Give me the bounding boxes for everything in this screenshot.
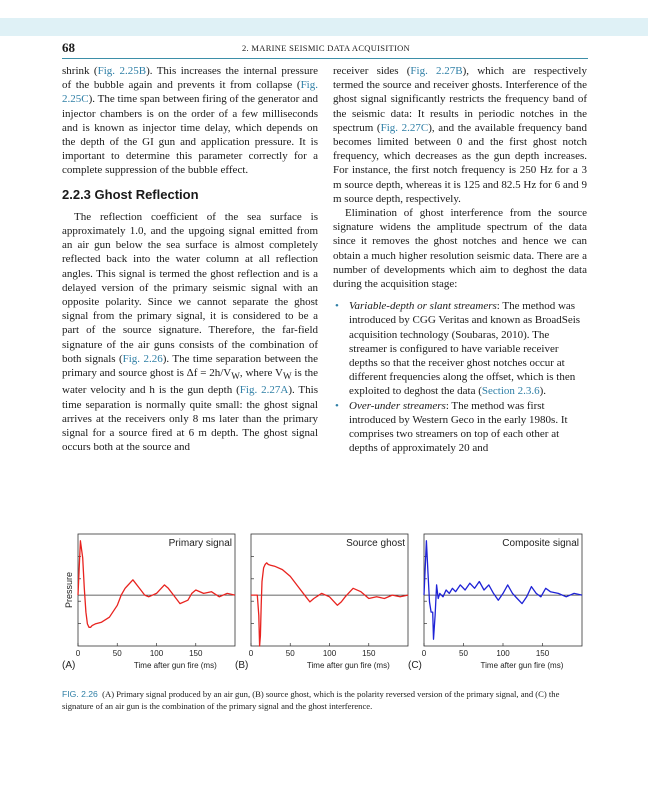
paragraph: The reflection coefficient of the sea surface is approximately 1.0, and the upgoing signal emitted from an air gun below the sea surface is almost completely reflected back into the water column at all reflection angles. This signal is termed the ghost reflection and is a delayed version of the primary seismic signal with an opposite polarity. Since we cannot separate the ghost signal from the primary signal, it is considered to be a part of the source signature. Therefore, the far-field signature of the air guns consists of the combination of both signals (Fig. 2.26). The time separation between the primary and source ghost is $\Delta f = 2h/V_W$, where $V_W$ is the water velocity and h is the gun depth (Fig. 2.27A). This time separation is normally quite small: the ghost signal arrives at the receivers only 8 ms later than the primary signal for a source fired at 6 m depth. The ghost signal occurs both at the source and [62, 210, 319, 454]
x-tick-label: 50 [459, 649, 468, 658]
figure-caption [62, 688, 588, 712]
x-tick-label: 150 [362, 649, 376, 658]
chart-title: Source ghost [346, 538, 405, 549]
caption-label: FIG. 2.26 [62, 689, 98, 699]
x-tick-label: 150 [189, 649, 203, 658]
figure-link[interactable]: Fig. 2.27B [410, 65, 463, 77]
figure-chart [60, 526, 590, 681]
bullet-icon: • [335, 300, 339, 313]
x-axis-label: Time after gun fire (ms) [480, 661, 564, 670]
plot-frame [78, 534, 235, 646]
left-column [62, 64, 318, 454]
panel-letter: (C) [408, 660, 422, 671]
paragraph: Elimination of ghost interference from the source signature widens the amplitude spectrum of the data since it removes the ghost notches and hence we can obtain a much higher resolution seismic data. There are a number of developments which aim to deghost the data during the acquisition stage: [333, 207, 587, 291]
figure-link[interactable]: Fig. 2.27C [380, 121, 429, 134]
caption-text: (A) Primary signal produced by an air gun, (B) source ghost, which is the polarity reversed version of the primary signal, and (C) the signature of an air gun is the combination of the primary signal and the ghost interference. [62, 689, 560, 711]
plot-frame [251, 534, 408, 646]
x-tick-label: 50 [112, 649, 122, 658]
bullet-list [333, 299, 587, 455]
figure-link[interactable]: Fig. 2.25B [97, 65, 147, 77]
figure-2-26 [60, 526, 590, 681]
bullet-icon: • [335, 399, 339, 412]
chart-title: Composite signal [502, 538, 579, 549]
x-tick-label: 100 [149, 649, 164, 658]
header-rule [62, 58, 588, 59]
top-color-bar [0, 18, 648, 36]
panel-letter: (B) [235, 660, 249, 671]
paragraph: shrink (Fig. 2.25B). This increases the internal pressure of the bubble again and prevents it from collapse (Fig. 2.25C). The time span between firing of the generator and injector chambers is on the order of a few milliseconds and is known as injector time delay, which depends on the depth of the GI gun and application pressure. It is important to determine this parameter correctly for a complete suppression of the bubble effect. [62, 65, 318, 177]
page-number: 68 [62, 40, 75, 55]
series-line [424, 541, 582, 639]
paragraph: receiver sides (Fig. 2.27B), which are respectively termed the source and receiver ghosts. Interference of the ghost signal significantly restricts the frequency band of the seismic data: It results in periodic notches in the spectrum (Fig. 2.27C), and the available frequency band becomes limited between 0 and the first ghost notch frequency, which decreases as the gun depth increases. For instance, the first notch frequency is 250 Hz for a 3 m source depth, whereas it is 125 and 82.5 Hz for 6 and 9 m source depth, respectively. [333, 65, 588, 205]
x-tick-label: 0 [248, 649, 254, 658]
section-link[interactable]: Section 2.3.6 [481, 385, 540, 398]
x-tick-label: 0 [421, 649, 427, 658]
section-heading: 2.2.3 Ghost Reflection [62, 186, 199, 202]
x-tick-label: 0 [75, 649, 81, 658]
y-axis-label: Pressure [64, 571, 74, 609]
figure-link[interactable]: Fig. 2.25C [62, 79, 318, 106]
x-tick-label: 100 [496, 649, 510, 658]
x-tick-label: 150 [535, 649, 550, 658]
x-axis-label: Time after gun fire (ms) [133, 661, 217, 670]
x-tick-label: 50 [285, 649, 295, 658]
figure-link[interactable]: Fig. 2.26 [122, 352, 163, 365]
x-axis-label: Time after gun fire (ms) [306, 661, 390, 670]
series-line [251, 563, 408, 646]
panel-letter: (A) [62, 660, 76, 671]
list-item: • Variable-depth or slant streamers: The method was introduced by CGG Veritas and known as BroadSeis acquisition technology (Soubaras, 2010). The streamer is configured to have variable receiver depths so that the receiver ghost notches occur at different frequencies along the offset, which is then exploited to deghost the data (Section 2.3.6). [335, 300, 581, 398]
page-header [62, 40, 588, 58]
series-line [78, 541, 235, 628]
running-head: 2. MARINE SEISMIC DATA ACQUISITION [242, 43, 410, 53]
list-item: • Over-under streamers: The method was first introduced by Western Geco in the early 1980s. It comprises two streamers on top of each other at depths of approximately 20 and [335, 399, 568, 455]
chart-title: Primary signal [168, 538, 232, 549]
right-column [333, 64, 587, 455]
figure-link[interactable]: Fig. 2.27A [239, 384, 289, 397]
plot-frame [424, 534, 582, 646]
x-tick-label: 100 [322, 649, 337, 658]
